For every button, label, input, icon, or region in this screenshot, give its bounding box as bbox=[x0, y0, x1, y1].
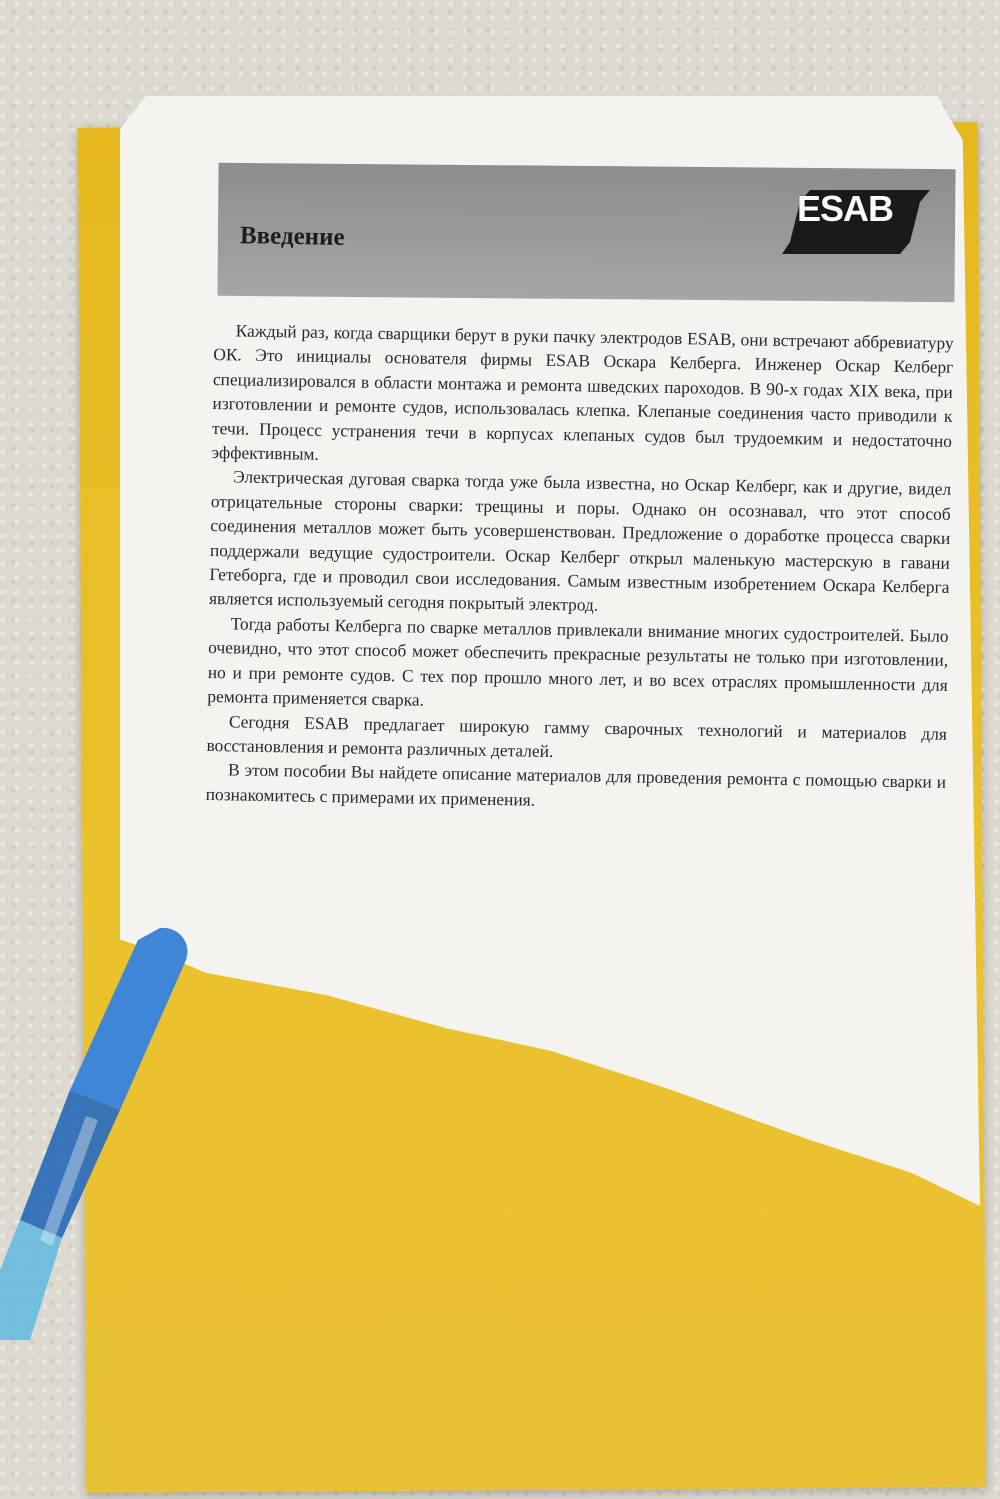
esab-logo bbox=[782, 180, 932, 260]
paragraph: Каждый раз, когда сварщики берут в руки пачку электродов ESAB, они встречают аббревиатуру ОК. Это инициалы основателя фирмы ESAB Оскара Келберга. Инженер Оскар Келберг специализировался в области монтажа и ремонта шведских пароходов. В 90-х годах XIX века, при изготовлении и ремонте судов, использовалась клепка. Клепаные соединения часто приводили к течи. Процесс устранения течи в корпусах клепаных судов был трудоемким и недостаточно эффективным. bbox=[211, 320, 954, 464]
paragraph: Сегодня ESAB предлагает широкую гамму сварочных технологий и материалов для восстановления и ремонта различных деталей. bbox=[206, 710, 948, 761]
intro-text bbox=[205, 318, 953, 819]
logo-wordmark: ESAB bbox=[797, 188, 894, 229]
paragraph: В этом пособии Вы найдете описание материалов для проведения ремонта с помощью сварки и познакомитесь с примерами их применения. bbox=[205, 759, 947, 810]
paragraph: Тогда работы Келберга по сварке металлов привлекали внимание многих судостроителей. Было очевидно, что этот способ может обеспечить прекрасные результаты не только при изготовлении, но и при ремонте судов. С тех пор прошло много лет, и во всех отраслях промышленности для ремонта применяется сварка. bbox=[207, 613, 949, 710]
blue-pen bbox=[0, 920, 200, 1390]
page-title: Введение bbox=[239, 222, 345, 251]
paragraph: Электрическая дуговая сварка тогда уже была известна, но Оскар Келберг, как и другие, видел отрицательные стороны сварки: трещины и поры. Однако он осознавал, что этот способ соединения металлов может быть усовершенствован. Предложение о доработке процесса сварки поддержали ведущие судостроители. Оскар Келберг открыл маленькую мастерскую в гавани Гетеборга, где и проводил свои исследования. Самым известным изобретением Оскара Келберга является используемый сегодня покрытый электрод. bbox=[208, 466, 952, 616]
